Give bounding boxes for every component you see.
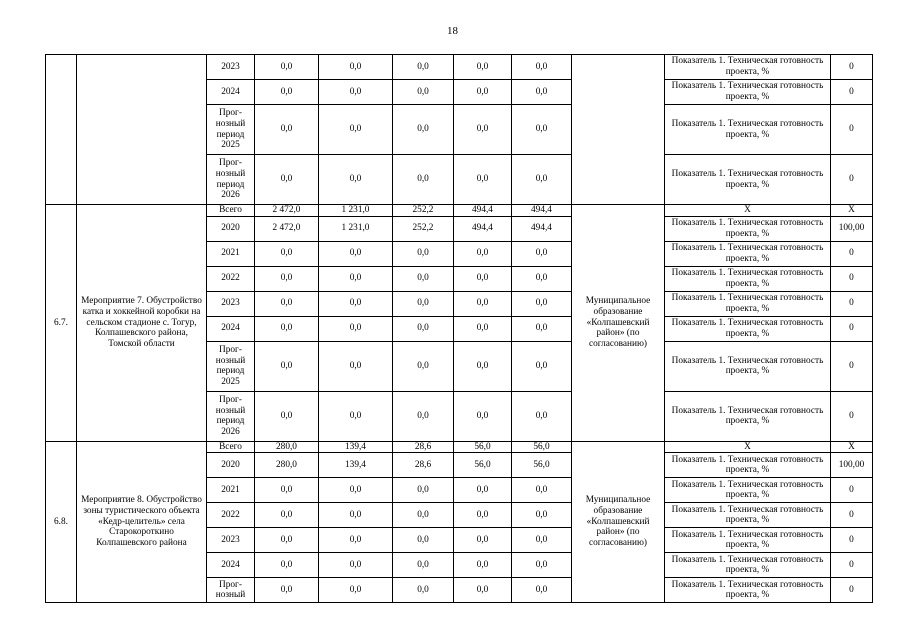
- value-cell: 0,0: [319, 155, 393, 205]
- value-cell: 2 472,0: [255, 205, 319, 217]
- value-cell: 0,0: [319, 391, 393, 441]
- indicator-cell: Показатель 1. Техническая готовность проекта, %: [665, 241, 831, 266]
- value-cell: 0,0: [454, 105, 512, 155]
- year-cell: 2021: [207, 478, 255, 503]
- value-cell: 0,0: [454, 503, 512, 528]
- indicator-cell: Показатель 1. Техническая готовность проекта, %: [665, 528, 831, 553]
- indicator-cell: Показатель 1. Техническая готовность проекта, %: [665, 341, 831, 391]
- value-cell: 0,0: [393, 291, 454, 316]
- year-cell: 2023: [207, 528, 255, 553]
- value-cell: 280,0: [255, 453, 319, 478]
- target-value-cell: Х: [831, 441, 873, 453]
- year-cell: Прог-нозный период 2025: [207, 341, 255, 391]
- executor-cell: Муниципальное образование «Колпашевский район» (по согласованию): [572, 441, 665, 603]
- page-number: 18: [447, 25, 458, 37]
- value-cell: 0,0: [255, 341, 319, 391]
- value-cell: 0,0: [319, 578, 393, 603]
- target-value-cell: Х: [831, 205, 873, 217]
- value-cell: 0,0: [512, 578, 572, 603]
- value-cell: 0,0: [512, 266, 572, 291]
- value-cell: 0,0: [319, 266, 393, 291]
- value-cell: 0,0: [393, 478, 454, 503]
- value-cell: 0,0: [319, 80, 393, 105]
- value-cell: 0,0: [393, 341, 454, 391]
- year-cell: 2023: [207, 55, 255, 80]
- executor-cell: [572, 55, 665, 205]
- value-cell: 0,0: [319, 341, 393, 391]
- target-value-cell: 0: [831, 105, 873, 155]
- value-cell: 56,0: [512, 453, 572, 478]
- value-cell: 0,0: [255, 578, 319, 603]
- value-cell: 0,0: [454, 553, 512, 578]
- value-cell: 0,0: [454, 55, 512, 80]
- year-cell: Прог-нозный: [207, 578, 255, 603]
- number-cell: [46, 55, 77, 205]
- value-cell: 0,0: [393, 55, 454, 80]
- value-cell: 0,0: [393, 553, 454, 578]
- value-cell: 0,0: [512, 316, 572, 341]
- value-cell: 252,2: [393, 205, 454, 217]
- year-cell: 2022: [207, 266, 255, 291]
- value-cell: 0,0: [454, 266, 512, 291]
- measure-number-cell: 6.8.: [46, 441, 77, 603]
- value-cell: 0,0: [255, 553, 319, 578]
- value-cell: 280,0: [255, 441, 319, 453]
- value-cell: 0,0: [512, 105, 572, 155]
- value-cell: 0,0: [319, 241, 393, 266]
- indicator-cell: Показатель 1. Техническая готовность проекта, %: [665, 80, 831, 105]
- value-cell: 1 231,0: [319, 205, 393, 217]
- target-value-cell: 0: [831, 391, 873, 441]
- target-value-cell: 0: [831, 341, 873, 391]
- value-cell: 0,0: [512, 528, 572, 553]
- value-cell: 0,0: [512, 478, 572, 503]
- value-cell: 0,0: [393, 528, 454, 553]
- value-cell: 56,0: [454, 453, 512, 478]
- value-cell: 0,0: [319, 316, 393, 341]
- year-cell: 2024: [207, 553, 255, 578]
- target-value-cell: 0: [831, 155, 873, 205]
- value-cell: 0,0: [512, 341, 572, 391]
- value-cell: 0,0: [454, 578, 512, 603]
- program-table: [45, 54, 873, 603]
- measure-name-cell: Мероприятие 8. Обустройство зоны туристического объекта «Кедр-целитель» села Старокороткино Колпашевского района: [77, 441, 207, 603]
- indicator-cell: Показатель 1. Техническая готовность проекта, %: [665, 553, 831, 578]
- year-cell: Прог-нозный период 2026: [207, 391, 255, 441]
- value-cell: 0,0: [454, 291, 512, 316]
- value-cell: 2 472,0: [255, 216, 319, 241]
- indicator-cell: Показатель 1. Техническая готовность проекта, %: [665, 391, 831, 441]
- indicator-cell: Показатель 1. Техническая готовность проекта, %: [665, 503, 831, 528]
- value-cell: 0,0: [319, 478, 393, 503]
- indicator-cell: Показатель 1. Техническая готовность проекта, %: [665, 453, 831, 478]
- value-cell: 0,0: [454, 241, 512, 266]
- value-cell: 494,4: [512, 216, 572, 241]
- indicator-cell: Х: [665, 205, 831, 217]
- indicator-cell: Показатель 1. Техническая готовность проекта, %: [665, 316, 831, 341]
- target-value-cell: 0: [831, 241, 873, 266]
- table-row: [46, 55, 873, 80]
- indicator-cell: Показатель 1. Техническая готовность проекта, %: [665, 478, 831, 503]
- value-cell: 0,0: [255, 105, 319, 155]
- value-cell: 0,0: [393, 391, 454, 441]
- year-cell: 2024: [207, 80, 255, 105]
- value-cell: 0,0: [255, 528, 319, 553]
- value-cell: 0,0: [255, 391, 319, 441]
- year-cell: 2021: [207, 241, 255, 266]
- indicator-cell: Показатель 1. Техническая готовность проекта, %: [665, 216, 831, 241]
- target-value-cell: 0: [831, 55, 873, 80]
- value-cell: 0,0: [393, 266, 454, 291]
- indicator-cell: Показатель 1. Техническая готовность проекта, %: [665, 578, 831, 603]
- target-value-cell: 0: [831, 291, 873, 316]
- target-value-cell: 0: [831, 266, 873, 291]
- value-cell: 139,4: [319, 453, 393, 478]
- value-cell: 0,0: [454, 391, 512, 441]
- value-cell: 0,0: [512, 391, 572, 441]
- target-value-cell: 0: [831, 316, 873, 341]
- value-cell: 0,0: [319, 291, 393, 316]
- year-cell: 2024: [207, 316, 255, 341]
- value-cell: 0,0: [255, 241, 319, 266]
- value-cell: 0,0: [512, 55, 572, 80]
- value-cell: 0,0: [454, 341, 512, 391]
- target-value-cell: 0: [831, 503, 873, 528]
- value-cell: 56,0: [512, 441, 572, 453]
- value-cell: 0,0: [393, 503, 454, 528]
- target-value-cell: 100,00: [831, 216, 873, 241]
- value-cell: 0,0: [393, 241, 454, 266]
- value-cell: 252,2: [393, 216, 454, 241]
- value-cell: 0,0: [319, 553, 393, 578]
- value-cell: 0,0: [319, 55, 393, 80]
- value-cell: 0,0: [319, 105, 393, 155]
- value-cell: 0,0: [255, 503, 319, 528]
- value-cell: 0,0: [512, 553, 572, 578]
- value-cell: 0,0: [255, 316, 319, 341]
- value-cell: 28,6: [393, 441, 454, 453]
- value-cell: 0,0: [512, 155, 572, 205]
- value-cell: 0,0: [512, 80, 572, 105]
- table-row: [46, 205, 873, 217]
- target-value-cell: 0: [831, 478, 873, 503]
- value-cell: 0,0: [512, 241, 572, 266]
- value-cell: 1 231,0: [319, 216, 393, 241]
- value-cell: 139,4: [319, 441, 393, 453]
- value-cell: 0,0: [454, 528, 512, 553]
- value-cell: 0,0: [393, 80, 454, 105]
- value-cell: 0,0: [454, 316, 512, 341]
- value-cell: 0,0: [393, 155, 454, 205]
- executor-cell: Муниципальное образование «Колпашевский район» (по согласованию): [572, 205, 665, 442]
- year-cell: Прог-нозный период 2026: [207, 155, 255, 205]
- value-cell: 0,0: [454, 80, 512, 105]
- measure-name-cell: [77, 55, 207, 205]
- year-cell: Всего: [207, 205, 255, 217]
- year-cell: Прог-нозный период 2025: [207, 105, 255, 155]
- target-value-cell: 0: [831, 578, 873, 603]
- indicator-cell: Показатель 1. Техническая готовность проекта, %: [665, 291, 831, 316]
- value-cell: 0,0: [255, 266, 319, 291]
- indicator-cell: Показатель 1. Техническая готовность проекта, %: [665, 105, 831, 155]
- indicator-cell: Показатель 1. Техническая готовность проекта, %: [665, 266, 831, 291]
- value-cell: 0,0: [393, 316, 454, 341]
- value-cell: 494,4: [512, 205, 572, 217]
- value-cell: 0,0: [393, 578, 454, 603]
- year-cell: 2020: [207, 216, 255, 241]
- year-cell: Всего: [207, 441, 255, 453]
- value-cell: 0,0: [319, 503, 393, 528]
- measure-number-cell: 6.7.: [46, 205, 77, 442]
- indicator-cell: Показатель 1. Техническая готовность проекта, %: [665, 155, 831, 205]
- target-value-cell: 100,00: [831, 453, 873, 478]
- value-cell: 0,0: [319, 528, 393, 553]
- value-cell: 56,0: [454, 441, 512, 453]
- value-cell: 0,0: [255, 55, 319, 80]
- target-value-cell: 0: [831, 528, 873, 553]
- year-cell: 2020: [207, 453, 255, 478]
- value-cell: 0,0: [454, 478, 512, 503]
- measure-name-cell: Мероприятие 7. Обустройство катка и хоккейной коробки на сельском стадионе с. Тогур, Колпашевского района, Томской области: [77, 205, 207, 442]
- target-value-cell: 0: [831, 80, 873, 105]
- value-cell: 0,0: [255, 291, 319, 316]
- value-cell: 0,0: [512, 291, 572, 316]
- value-cell: 0,0: [393, 105, 454, 155]
- value-cell: 0,0: [255, 478, 319, 503]
- value-cell: 0,0: [454, 155, 512, 205]
- value-cell: 0,0: [255, 80, 319, 105]
- indicator-cell: Х: [665, 441, 831, 453]
- value-cell: 28,6: [393, 453, 454, 478]
- year-cell: 2022: [207, 503, 255, 528]
- value-cell: 0,0: [512, 503, 572, 528]
- value-cell: 494,4: [454, 205, 512, 217]
- target-value-cell: 0: [831, 553, 873, 578]
- value-cell: 494,4: [454, 216, 512, 241]
- year-cell: 2023: [207, 291, 255, 316]
- table-row: [46, 441, 873, 453]
- value-cell: 0,0: [255, 155, 319, 205]
- indicator-cell: Показатель 1. Техническая готовность проекта, %: [665, 55, 831, 80]
